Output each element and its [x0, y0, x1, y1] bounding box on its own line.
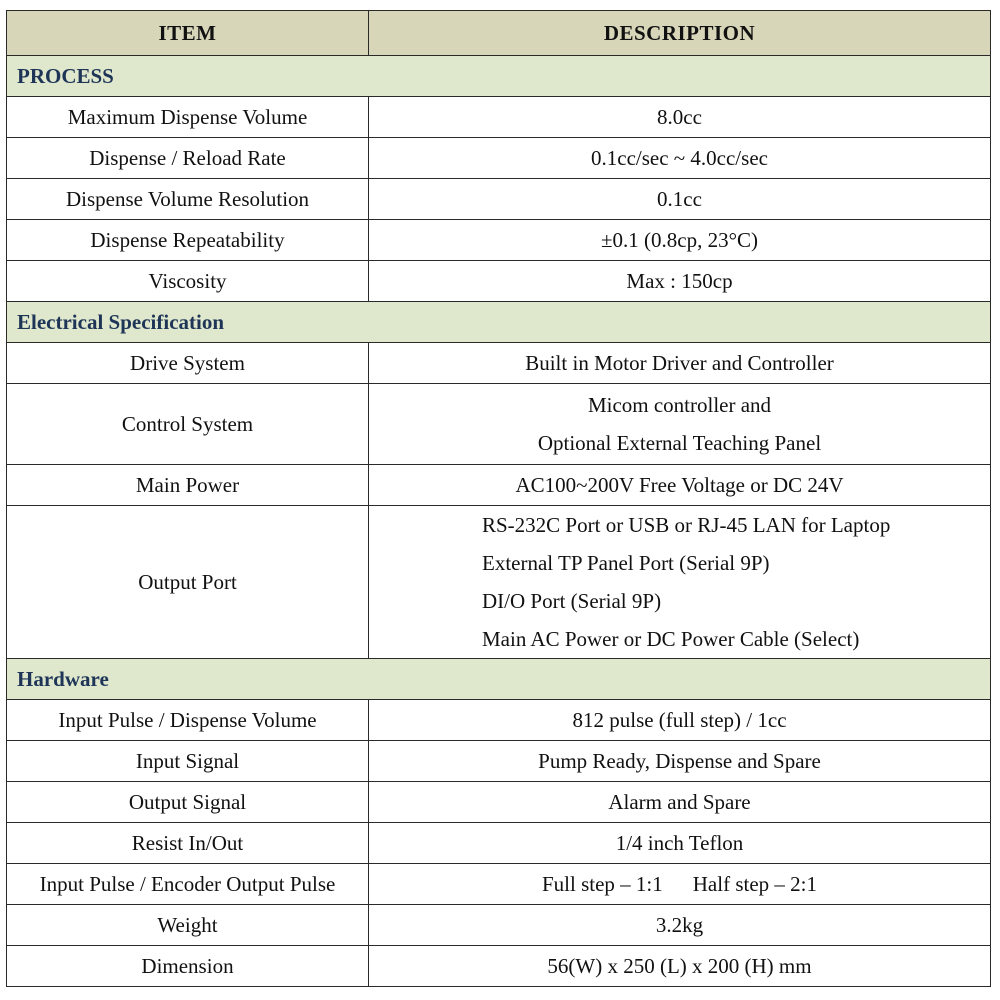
- description-line: Main AC Power or DC Power Cable (Select): [482, 627, 860, 651]
- row-description: [369, 506, 991, 659]
- section-electrical-specification: [7, 302, 991, 343]
- table-header-row: [7, 11, 991, 56]
- table-row: [7, 506, 991, 659]
- row-description: Max : 150cp: [369, 261, 991, 302]
- table-row: [7, 823, 991, 864]
- row-item: Viscosity: [7, 261, 369, 302]
- table-row: [7, 343, 991, 384]
- row-description: [369, 384, 991, 465]
- row-item: Dispense / Reload Rate: [7, 138, 369, 179]
- row-description: 0.1cc/sec ~ 4.0cc/sec: [369, 138, 991, 179]
- description-line: Optional External Teaching Panel: [537, 431, 822, 455]
- row-description: 812 pulse (full step) / 1cc: [369, 700, 991, 741]
- section-process: [7, 56, 991, 97]
- section-title: PROCESS: [7, 56, 991, 97]
- header-item: ITEM: [7, 11, 369, 56]
- table-row: [7, 946, 991, 987]
- description-line: DI/O Port (Serial 9P): [482, 589, 662, 613]
- table-row: [7, 384, 991, 465]
- row-item: Dimension: [7, 946, 369, 987]
- section-title: Electrical Specification: [7, 302, 991, 343]
- table-row: [7, 261, 991, 302]
- header-description: DESCRIPTION: [369, 11, 991, 56]
- row-description: 3.2kg: [369, 905, 991, 946]
- description-line: Micom controller and: [587, 393, 772, 417]
- description-line: RS-232C Port or USB or RJ-45 LAN for Laptop: [482, 513, 891, 537]
- row-item: Main Power: [7, 465, 369, 506]
- row-item: Input Pulse / Dispense Volume: [7, 700, 369, 741]
- row-description: 8.0cc: [369, 97, 991, 138]
- table-row: [7, 220, 991, 261]
- row-item: Input Signal: [7, 741, 369, 782]
- row-item: Maximum Dispense Volume: [7, 97, 369, 138]
- description-part: Half step – 2:1: [692, 872, 817, 896]
- row-description: 1/4 inch Teflon: [369, 823, 991, 864]
- row-description: 0.1cc: [369, 179, 991, 220]
- row-description: ±0.1 (0.8cp, 23°C): [369, 220, 991, 261]
- section-hardware: [7, 659, 991, 700]
- table-row: [7, 97, 991, 138]
- table-row: [7, 138, 991, 179]
- row-item: Dispense Repeatability: [7, 220, 369, 261]
- row-item: Input Pulse / Encoder Output Pulse: [7, 864, 369, 905]
- description-line: External TP Panel Port (Serial 9P): [482, 551, 770, 575]
- description-part: Full step – 1:1: [542, 872, 663, 896]
- table-row: [7, 905, 991, 946]
- row-description: AC100~200V Free Voltage or DC 24V: [369, 465, 991, 506]
- table-row: [7, 782, 991, 823]
- row-item: Output Signal: [7, 782, 369, 823]
- row-item: Weight: [7, 905, 369, 946]
- table-row: [7, 741, 991, 782]
- table-row: [7, 179, 991, 220]
- row-item: Control System: [7, 384, 369, 465]
- row-item: Drive System: [7, 343, 369, 384]
- row-item: Output Port: [7, 506, 369, 659]
- table-row: [7, 864, 991, 905]
- row-item: Dispense Volume Resolution: [7, 179, 369, 220]
- row-description: Pump Ready, Dispense and Spare: [369, 741, 991, 782]
- table-row: [7, 465, 991, 506]
- row-description: Alarm and Spare: [369, 782, 991, 823]
- row-description: Built in Motor Driver and Controller: [369, 343, 991, 384]
- section-title: Hardware: [7, 659, 991, 700]
- spec-table: [6, 10, 991, 987]
- row-item: Resist In/Out: [7, 823, 369, 864]
- row-description: 56(W) x 250 (L) x 200 (H) mm: [369, 946, 991, 987]
- table-row: [7, 700, 991, 741]
- row-description: [369, 864, 991, 905]
